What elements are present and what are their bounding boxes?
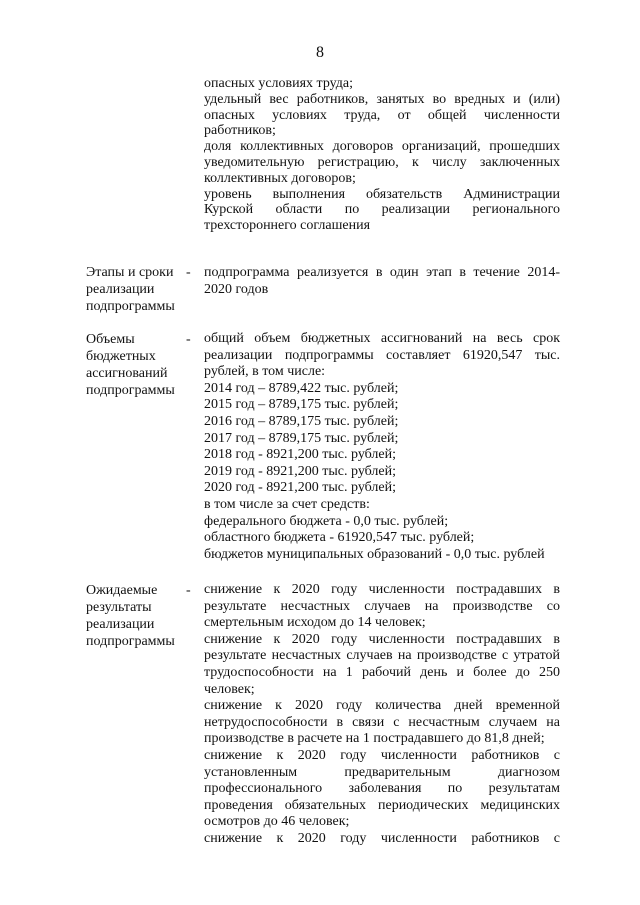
budget-line: 2019 год - 8921,200 тыс. рублей; [204, 463, 397, 479]
result-item: снижение к 2020 году численности пострадавших в результате несчастных случаев на производстве со смертельным исходом до 14 человек; [204, 582, 560, 631]
result-item: снижение к 2020 году численности работников с [204, 830, 560, 846]
budget-line: федерального бюджета - 0,0 тыс. рублей; [204, 513, 449, 529]
result-item: снижение к 2020 году количества дней временной нетрудоспособности в связи с несчастным случаем на производстве в расчете на 1 пострадавшего до 81,8 дней; [204, 698, 560, 747]
section-body [204, 264, 560, 298]
budget-line: 2020 год - 8921,200 тыс. рублей; [204, 480, 397, 496]
section-dash: - [186, 332, 191, 347]
budget-intro: общий объем бюджетных ассигнований на весь срок реализации подпрограммы составляет 61920,547 тыс. рублей, в том числе: [204, 331, 560, 380]
section-dash: - [186, 265, 191, 280]
budget-line: бюджетов муниципальных образований - 0,0 тыс. рублей [204, 546, 545, 562]
result-item: снижение к 2020 году численности пострадавших в результате несчастных случаев на производстве с утратой трудоспособности на 1 рабочий день и более до 250 человек; [204, 631, 560, 697]
result-item: снижение к 2020 году численности работников с установленным предварительным диагнозом профессионального заболевания по результатам проведения обязательных периодических медицинских осмотров до 46 человек; [204, 747, 560, 830]
indicator-item: уровень выполнения обязательств Администрации Курской области по реализации регионального трехстороннего соглашения [204, 186, 560, 234]
budget-line: областного бюджета - 61920,547 тыс. рублей; [204, 530, 475, 546]
page-number: 8 [316, 44, 324, 61]
budget-line: 2015 год – 8789,175 тыс. рублей; [204, 397, 399, 413]
section-dash: - [186, 583, 191, 598]
indicator-item: опасных условиях труда; [204, 76, 354, 91]
section-label: Объемы бюджетных ассигнований подпрограммы [86, 332, 175, 398]
budget-line: 2018 год - 8921,200 тыс. рублей; [204, 447, 397, 463]
section-line: подпрограмма реализуется в один этап в течение 2014-2020 годов [204, 265, 560, 297]
budget-line: 2017 год – 8789,175 тыс. рублей; [204, 430, 399, 446]
continuation-indicators [204, 76, 560, 234]
section-label: Ожидаемые результаты реализации подпрограммы [86, 583, 175, 649]
section-label: Этапы и сроки реализации подпрограммы [86, 265, 175, 314]
indicator-item: доля коллективных договоров организаций, прошедших уведомительную регистрацию, к числу заключенных коллективных договоров; [204, 139, 560, 186]
section-body [204, 331, 560, 563]
section-body [204, 582, 560, 848]
budget-line: в том числе за счет средств: [204, 496, 370, 512]
budget-line: 2016 год – 8789,175 тыс. рублей; [204, 413, 399, 429]
budget-line: 2014 год – 8789,422 тыс. рублей; [204, 380, 399, 396]
indicator-item: удельный вес работников, занятых во вредных и (или) опасных условиях труда, от общей численности работников; [204, 91, 560, 139]
